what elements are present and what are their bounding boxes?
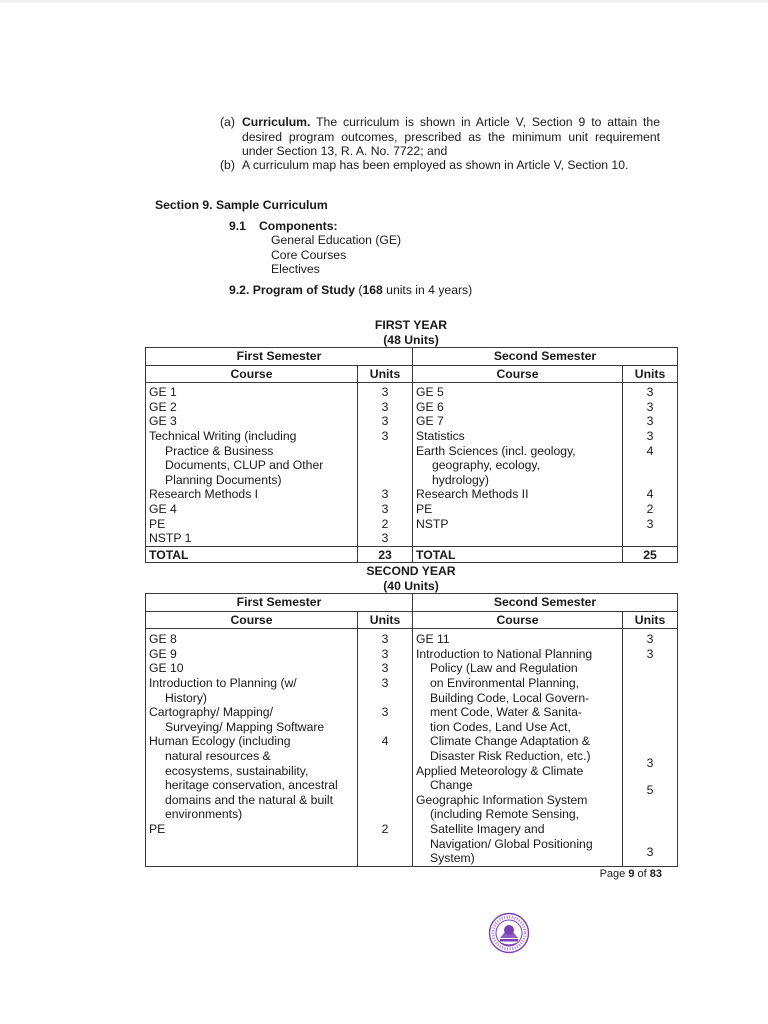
table-body-row <box>146 629 678 867</box>
units-cell: 3 <box>381 531 389 546</box>
units-cell: 3 <box>646 646 654 661</box>
course-cell: Human Ecology (including <box>149 734 291 749</box>
units-cell: 4 <box>646 487 654 502</box>
page-edge <box>0 0 768 3</box>
program-open: ( <box>358 283 363 297</box>
components-list <box>271 233 401 277</box>
program-units: 168 <box>362 283 383 297</box>
second-sem-units <box>623 383 678 547</box>
first-year-label: FIRST YEAR <box>374 318 448 332</box>
course-header: Course <box>146 365 358 383</box>
item-a-body: The curriculum is shown in Article V, Section 9 to attain the desired program outcomes, prescribed as the minimum unit requirement under Section 13, R. A. No. 7722; and <box>242 115 660 158</box>
course-cell: Statistics <box>416 428 465 443</box>
units-cell: 3 <box>381 661 389 676</box>
second-semester-header: Second Semester <box>413 348 678 366</box>
second-sem-courses <box>413 383 623 547</box>
page-total: 83 <box>649 868 662 880</box>
course-cell: Geographic Information System <box>416 792 588 807</box>
first-semester-header: First Semester <box>146 594 413 612</box>
units-cell: 2 <box>381 821 389 836</box>
course-cell: hydrology) <box>432 472 489 487</box>
course-cell: GE 4 <box>149 501 177 516</box>
course-cell: natural resources & <box>165 748 271 763</box>
units-cell: 3 <box>381 414 389 429</box>
second-semester-header: Second Semester <box>413 594 678 612</box>
units-header: Units <box>623 611 678 629</box>
course-cell: geography, ecology, <box>432 458 540 473</box>
course-cell: Climate Change Adaptation & <box>430 734 590 749</box>
course-cell: Research Methods I <box>149 487 259 502</box>
total-label: TOTAL <box>146 546 358 563</box>
item-a-title: Curriculum. <box>242 115 311 129</box>
first-semester-header: First Semester <box>146 348 413 366</box>
course-cell: PE <box>149 516 166 531</box>
course-cell: GE 5 <box>416 385 444 400</box>
course-cell: Introduction to Planning (w/ <box>149 675 297 690</box>
units-cell: 3 <box>381 632 389 647</box>
component-item: Core Courses <box>271 247 347 262</box>
column-header-row <box>146 611 678 629</box>
course-cell: PE <box>416 501 433 516</box>
second-year-label: SECOND YEAR <box>366 564 456 578</box>
program-title: Program of Study <box>252 283 355 297</box>
first-sem-courses <box>146 629 358 867</box>
course-cell: Earth Sciences (incl. geology, <box>416 443 576 458</box>
course-cell: Building Code, Local Govern- <box>430 690 590 705</box>
component-item: Electives <box>271 262 320 276</box>
course-cell: Change <box>430 778 473 793</box>
page-prefix: Page <box>599 868 629 880</box>
second-year-title <box>145 564 677 593</box>
course-cell: ment Code, Water & Sanita- <box>430 705 582 720</box>
curriculum-item-b <box>220 158 660 173</box>
course-cell: History) <box>165 690 207 705</box>
first-sem-units <box>358 629 413 867</box>
units-cell: 3 <box>646 516 654 531</box>
units-cell: 3 <box>381 675 389 690</box>
units-cell: 3 <box>381 487 389 502</box>
item-b-text: A curriculum map has been employed as shown in Article V, Section 10. <box>242 158 629 172</box>
units-cell: 3 <box>381 646 389 661</box>
course-cell: NSTP 1 <box>149 531 192 546</box>
course-cell: tion Codes, Land Use Act, <box>430 719 571 734</box>
course-header: Course <box>146 611 358 629</box>
course-cell: PE <box>149 821 166 836</box>
second-year-table <box>145 593 678 867</box>
course-cell: Applied Meteorology & Climate <box>416 763 584 778</box>
course-header: Course <box>413 611 623 629</box>
course-cell: GE 9 <box>149 646 177 661</box>
course-cell: ecosystems, sustainability, <box>165 763 309 778</box>
course-cell: Introduction to National Planning <box>416 646 593 661</box>
component-item: General Education (GE) <box>271 233 402 247</box>
units-cell: 3 <box>381 705 389 720</box>
units-cell: 5 <box>646 782 654 797</box>
course-cell: GE 7 <box>416 414 444 429</box>
units-cell: 3 <box>381 501 389 516</box>
first-sem-courses <box>146 383 358 547</box>
column-header-row <box>146 365 678 383</box>
course-cell: Disaster Risk Reduction, etc.) <box>430 748 591 763</box>
units-cell: 3 <box>646 844 654 859</box>
course-header: Course <box>413 365 623 383</box>
course-cell: Cartography/ Mapping/ <box>149 705 273 720</box>
course-cell: GE 3 <box>149 414 177 429</box>
units-cell: 3 <box>381 428 389 443</box>
course-cell: Navigation/ Global Positioning <box>430 836 593 851</box>
item-a-text <box>242 115 660 159</box>
page-current: 9 <box>628 868 635 880</box>
first-year-table <box>145 347 678 563</box>
first-year-title <box>145 318 677 347</box>
units-cell: 3 <box>646 632 654 647</box>
units-header: Units <box>623 365 678 383</box>
first-year-units: (48 Units) <box>383 332 439 347</box>
commission-seal-icon <box>488 912 530 954</box>
components-number: 9.1 <box>229 219 246 233</box>
course-cell: Practice & Business <box>165 443 274 458</box>
course-cell: Research Methods II <box>416 487 529 502</box>
course-cell: GE 11 <box>416 632 450 647</box>
units-cell: 3 <box>646 755 654 770</box>
course-cell: GE 8 <box>149 632 177 647</box>
course-cell: Surveying/ Mapping Software <box>165 719 325 734</box>
curriculum-item-a <box>220 115 660 159</box>
units-header: Units <box>358 365 413 383</box>
units-cell: 2 <box>646 501 654 516</box>
course-cell: GE 2 <box>149 399 177 414</box>
course-cell: System) <box>430 851 475 866</box>
page-of: of <box>634 868 650 880</box>
page-number <box>600 868 662 880</box>
course-cell: heritage conservation, ancestral <box>165 778 338 793</box>
total-label: TOTAL <box>413 546 623 563</box>
total-units-second: 25 <box>623 546 678 563</box>
components-title: Components: <box>259 219 338 233</box>
course-cell: GE 6 <box>416 399 444 414</box>
item-a-marker: (a) <box>220 115 235 129</box>
table-body-row <box>146 383 678 547</box>
program-of-study <box>229 283 472 297</box>
program-rest: units in 4 years) <box>382 283 473 297</box>
units-cell: 3 <box>381 385 389 400</box>
units-cell: 3 <box>646 414 654 429</box>
units-cell: 3 4 <box>646 428 654 458</box>
second-sem-courses <box>413 629 623 867</box>
units-cell: 3 <box>646 399 654 414</box>
course-cell: Policy (Law and Regulation <box>430 661 578 676</box>
course-cell: Documents, CLUP and Other <box>165 458 324 473</box>
course-cell: on Environmental Planning, <box>430 675 580 690</box>
course-cell: Technical Writing (including <box>149 428 297 443</box>
total-row <box>146 546 678 563</box>
section-heading: Section 9. Sample Curriculum <box>155 198 328 212</box>
course-cell: environments) <box>165 807 243 822</box>
item-b-marker: (b) <box>220 158 235 172</box>
program-number: 9.2. <box>229 283 250 297</box>
semester-header-row <box>146 348 678 366</box>
course-cell: domains and the natural & built <box>165 792 334 807</box>
course-cell: NSTP <box>416 516 449 531</box>
course-cell: Planning Documents) <box>165 472 282 487</box>
units-cell: 4 <box>381 734 389 749</box>
units-header: Units <box>358 611 413 629</box>
course-cell: Satellite Imagery and <box>430 821 545 836</box>
course-cell: GE 1 <box>149 385 177 400</box>
second-sem-units <box>623 629 678 867</box>
course-cell: GE 10 <box>149 661 184 676</box>
units-cell: 3 <box>646 385 654 400</box>
first-sem-units <box>358 383 413 547</box>
second-year-units: (40 Units) <box>383 578 439 593</box>
units-cell: 2 <box>381 516 389 531</box>
units-cell: 3 <box>381 399 389 414</box>
semester-header-row <box>146 594 678 612</box>
course-cell: (including Remote Sensing, <box>430 807 580 822</box>
total-units-first: 23 <box>358 546 413 563</box>
